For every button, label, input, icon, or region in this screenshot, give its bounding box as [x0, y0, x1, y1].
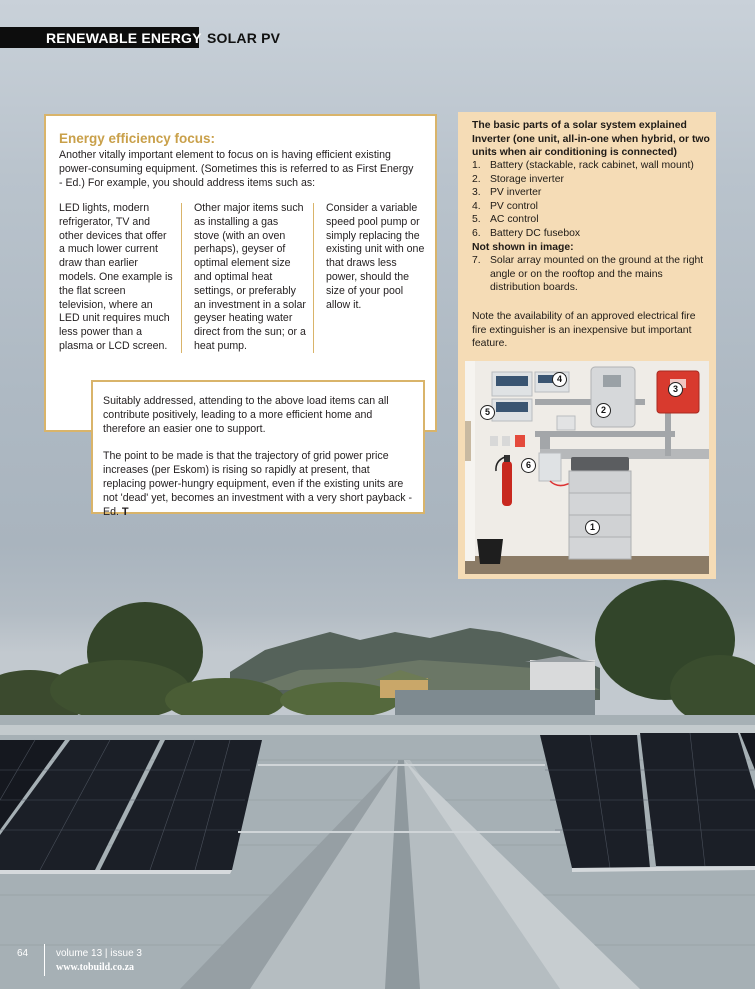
list-item: 7. Solar array mounted on the ground at the right angle or on the rooftop and the mains distribution boards. — [472, 255, 704, 294]
label-badge-6: 6 — [521, 458, 536, 473]
footer-divider — [44, 944, 45, 976]
label-badge-5: 5 — [480, 405, 495, 420]
energy-efficiency-intro: Another vitally important element to focus on is having efficient existing power-consuming equipment. (Sometimes this is referred to as First Energy - Ed.) For example, you should address items such as: — [59, 149, 414, 189]
parts-note: Note the availability of an approved electrical fire fire extinguisher is an inexpensive but important feature. — [472, 311, 696, 350]
column-divider — [313, 203, 314, 353]
solar-parts-box — [458, 112, 716, 579]
website-link[interactable]: www.tobuild.co.za — [56, 962, 135, 973]
list-item: 3. PV inverter — [472, 187, 542, 199]
solar-system-photo — [465, 361, 709, 574]
parts-heading: The basic parts of a solar system explained Inverter (one unit, all-in-one when hybrid, or two units when air conditioning is connected) — [472, 120, 710, 159]
end-mark-icon: T — [121, 506, 129, 518]
list-item: 2. Storage inverter — [472, 173, 564, 185]
list-item: 4. PV control — [472, 200, 538, 212]
list-item: 6. Battery DC fusebox — [472, 227, 581, 239]
not-shown-label: Not shown in image: — [472, 241, 574, 253]
energy-efficiency-title: Energy efficiency focus: — [59, 131, 216, 146]
list-item: 5. AC control — [472, 214, 539, 226]
list-item: 1. Battery (stackable, rack cabinet, wall mount) — [472, 160, 694, 171]
section-title: RENEWABLE ENERGY — [46, 30, 202, 46]
payback-paragraph: The point to be made is that the trajectory of grid power price increases (per Eskom) is rising so rapidly at present, that replacing power-hungry equipment, even if the existing units are not 'dead' yet, becomes an investment with a very short payback - Ed. T — [103, 450, 413, 518]
label-badge-4: 4 — [552, 372, 567, 387]
column-divider — [181, 203, 182, 353]
column-major-items: Other major items such as installing a gas stove (with an oven perhaps), geyser of optimal element size and optimal heat settings, or preferably an investment in a solar geyser heating water direct from the sun; or a heat pump. — [194, 202, 306, 352]
issue-info: volume 13 | issue 3 — [56, 948, 142, 959]
parts-list — [472, 159, 708, 295]
summary-box — [91, 380, 425, 518]
column-devices: LED lights, modern refrigerator, TV and other devices that offer a much lower current draw than earlier models. One example is the flat screen television, where an LED unit requires much less power than a plasma or LCD screen. — [59, 202, 173, 352]
label-badge-2: 2 — [596, 403, 611, 418]
column-pool-pump: Consider a variable speed pool pump or simply replacing the existing unit with one that draws less power, should the size of your pool allow it. — [326, 202, 425, 311]
label-badge-3: 3 — [668, 382, 683, 397]
summary-paragraph: Suitably addressed, attending to the above load items can all contribute positively, leading to a more efficient home and therefore an easier one to support. — [103, 395, 389, 435]
label-badge-1: 1 — [585, 520, 600, 535]
page-number: 64 — [17, 948, 29, 959]
section-topic: SOLAR PV — [207, 30, 281, 46]
